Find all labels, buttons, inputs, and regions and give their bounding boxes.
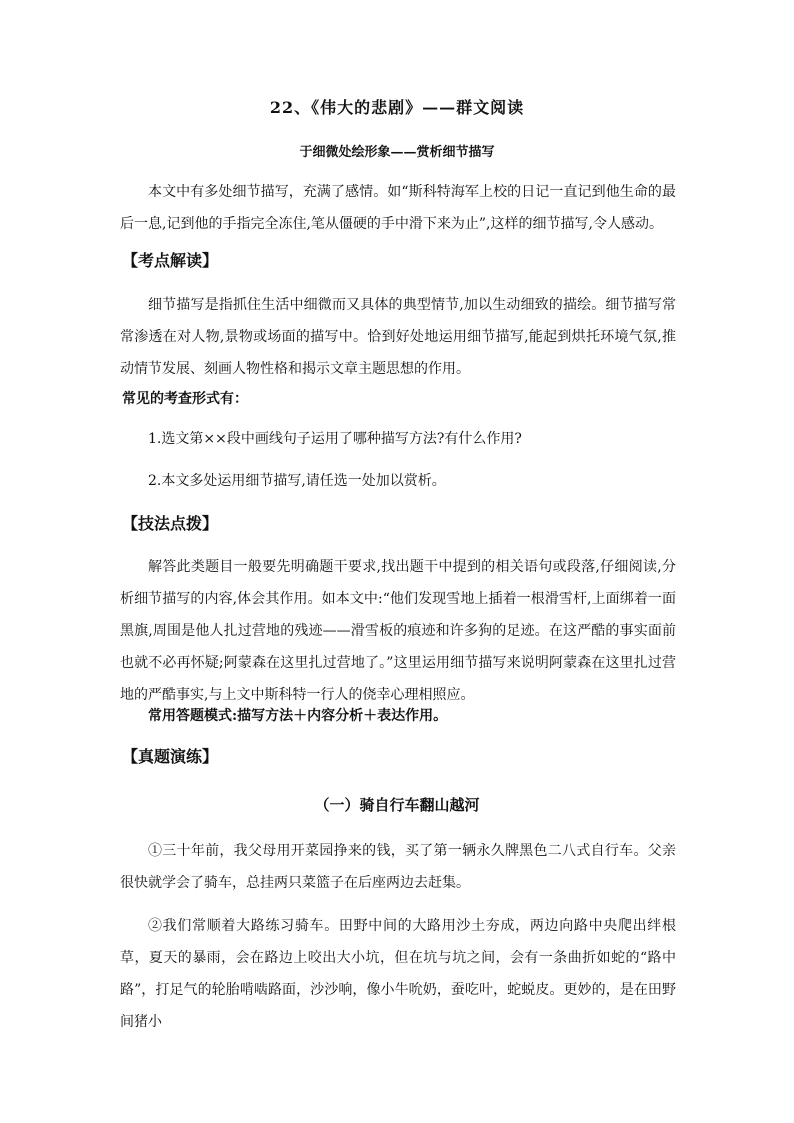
jifa-paragraph: 解答此类题目一般要先明确题干要求,找出题干中提到的相关语句或段落,仔细阅读,分析细节描写的内容,体会其作用。如本文中:“他们发现雪地上插着一根滑雪杆,上面绑着一面黑旗,周围是他人扎过营地的残迹——滑雪板的痕迹和许多狗的足迹。在这严酷的事实面前也就不必再怀疑;阿蒙森在这里扎过营地了。”这里运用细节描写来说明阿蒙森在这里扎过营地的严酷事实,与上文中斯科特一行人的侥幸心理相照应。 [120,559,676,703]
common-forms-label: 常见的考查形式有： [122,391,248,407]
article-paragraph-2: ②我们常顺着大路练习骑车。田野中间的大路用沙土夯成，两边向路中央爬出绊根草，夏天的暴雨，会在路边上咬出大小坑，但在坑与坑之间，会有一条曲折如蛇的“路中路”，打足气的轮胎啃啮路面，沙沙响，像小牛吮奶，蚕吃叶，蛇蜕皮。更妙的，是在田野间猪小 [120,918,676,1030]
article-paragraph-1: ①三十年前，我父母用开菜园挣来的钱，买了第一辆永久牌黑色二八式自行车。父亲很快就学会了骑车，总挂两只菜篮子在后座两边去赶集。 [120,843,676,891]
intro-paragraph: 本文中有多处细节描写，充满了感情。如“斯科特海军上校的日记一直记到他生命的最后一息,记到他的手指完全冻住,笔从僵硬的手中滑下来为止”,这样的细节描写,令人感动。 [120,184,676,232]
page-subtitle: 于细微处绘形象——赏析细节描写 [299,145,495,160]
section-heading-kaodian: 【考点解读】 [122,251,219,270]
answer-model: 常用答题模式:描写方法＋内容分析＋表达作用。 [148,708,448,724]
page-title: 22、《伟大的悲剧》——群文阅读 [269,98,525,117]
section-heading-jifa: 【技法点拨】 [122,514,219,533]
question-2: 2.本文多处运用细节描写,请任选一处加以赏析。 [148,473,446,489]
kaodian-paragraph: 细节描写是指抓住生活中细微而又具体的典型情节,加以生动细致的描绘。细节描写常常渗透在对人物,景物或场面的描写中。恰到好处地运用细节描写,能起到烘托环境气氛,推动情节发展、刻画人物性格和揭示文章主题思想的作用。 [120,297,676,377]
question-1: 1.选文第××段中画线句子运用了哪种描写方法?有什么作用? [148,431,522,447]
article-title: （一）骑自行车翻山越河 [314,796,480,814]
section-heading-zhenti: 【真题演练】 [122,747,219,766]
